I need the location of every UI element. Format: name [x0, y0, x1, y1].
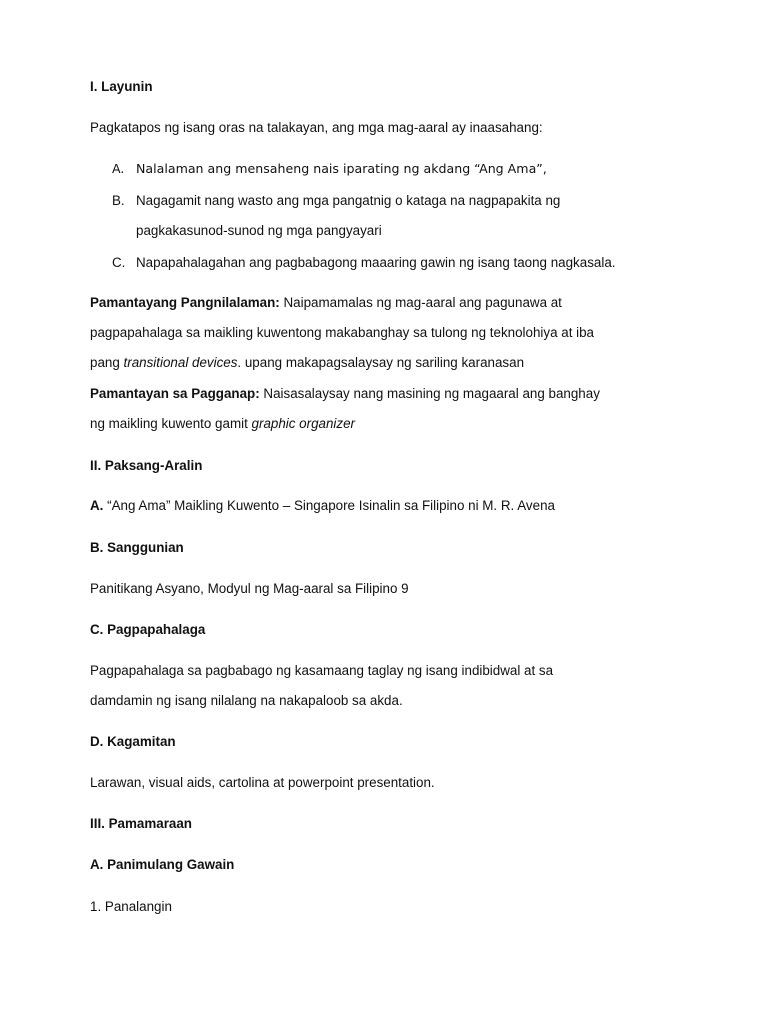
heading-panimulang-gawain: A. Panimulang Gawain	[90, 857, 235, 872]
heading-sanggunian: B. Sanggunian	[90, 540, 184, 555]
pamantayang-pangnilalaman-line3-pre: pang	[90, 355, 120, 370]
heading-pagpapahalaga: C. Pagpapahalaga	[90, 622, 206, 637]
objective-text-b-continued: pagkakasunod-sunod ng mga pangyayari	[136, 223, 382, 238]
list-item-panalangin: 1. Panalangin	[90, 899, 172, 914]
pamantayan-sa-pagganap	[90, 387, 600, 400]
pamantayan-sa-pagganap-line2-italic: graphic organizer	[251, 416, 355, 431]
objective-letter-a: A.	[112, 161, 125, 176]
paksang-aralin-a	[90, 499, 555, 512]
pamantayang-pangnilalaman-line3-post: . upang makapagsalaysay ng sariling karanasan	[237, 355, 525, 370]
objective-text-b: Nagagamit nang wasto ang mga pangatnig o kataga na nagpapakita ng	[136, 193, 561, 208]
pamantayan-sa-pagganap-line2	[90, 417, 355, 430]
objective-text-c: Napapahalagahan ang pagbabagong maaaring gawin ng isang taong nagkasala.	[136, 255, 616, 270]
pamantayang-pangnilalaman	[90, 296, 562, 309]
objective-letter-b: B.	[112, 193, 125, 208]
kagamitan-text: Larawan, visual aids, cartolina at powerpoint presentation.	[90, 775, 435, 790]
section-heading-layunin: I. Layunin	[90, 79, 153, 94]
pamantayang-pangnilalaman-line3	[90, 356, 524, 369]
paksang-aralin-a-label: A.	[90, 498, 104, 513]
objective-letter-c: C.	[112, 255, 126, 270]
section-heading-pamamaraan: III. Pamamaraan	[90, 816, 192, 831]
section-heading-paksang-aralin: II. Paksang-Aralin	[90, 458, 203, 473]
objective-text-a: Nalalaman ang mensaheng nais iparating ng akdang “Ang Ama”,	[136, 161, 547, 176]
pamantayang-pangnilalaman-label: Pamantayang Pangnilalaman:	[90, 295, 280, 310]
pamantayang-pangnilalaman-line1: Naipamamalas ng mag-aaral ang pagunawa at	[283, 295, 562, 310]
sanggunian-text: Panitikang Asyano, Modyul ng Mag-aaral sa Filipino 9	[90, 581, 409, 596]
pamantayang-pangnilalaman-line2: pagpapahalaga sa maikling kuwentong makabanghay sa tulong ng teknolohiya at iba	[90, 325, 594, 340]
objectives-intro: Pagkatapos ng isang oras na talakayan, ang mga mag-aaral ay inaasahang:	[90, 120, 543, 135]
pamantayan-sa-pagganap-line1: Naisasalaysay nang masining ng magaaral ang banghay	[263, 386, 600, 401]
pamantayang-pangnilalaman-line3-italic: transitional devices	[123, 355, 238, 370]
pagpapahalaga-line2: damdamin ng isang nilalang na nakapaloob sa akda.	[90, 693, 403, 708]
pagpapahalaga-line1: Pagpapahalaga sa pagbabago ng kasamaang taglay ng isang indibidwal at sa	[90, 663, 554, 678]
paksang-aralin-a-text: “Ang Ama” Maikling Kuwento – Singapore Isinalin sa Filipino ni M. R. Avena	[107, 498, 555, 513]
heading-kagamitan: D. Kagamitan	[90, 734, 176, 749]
pamantayan-sa-pagganap-label: Pamantayan sa Pagganap:	[90, 386, 260, 401]
pamantayan-sa-pagganap-line2-pre: ng maikling kuwento gamit	[90, 416, 248, 431]
